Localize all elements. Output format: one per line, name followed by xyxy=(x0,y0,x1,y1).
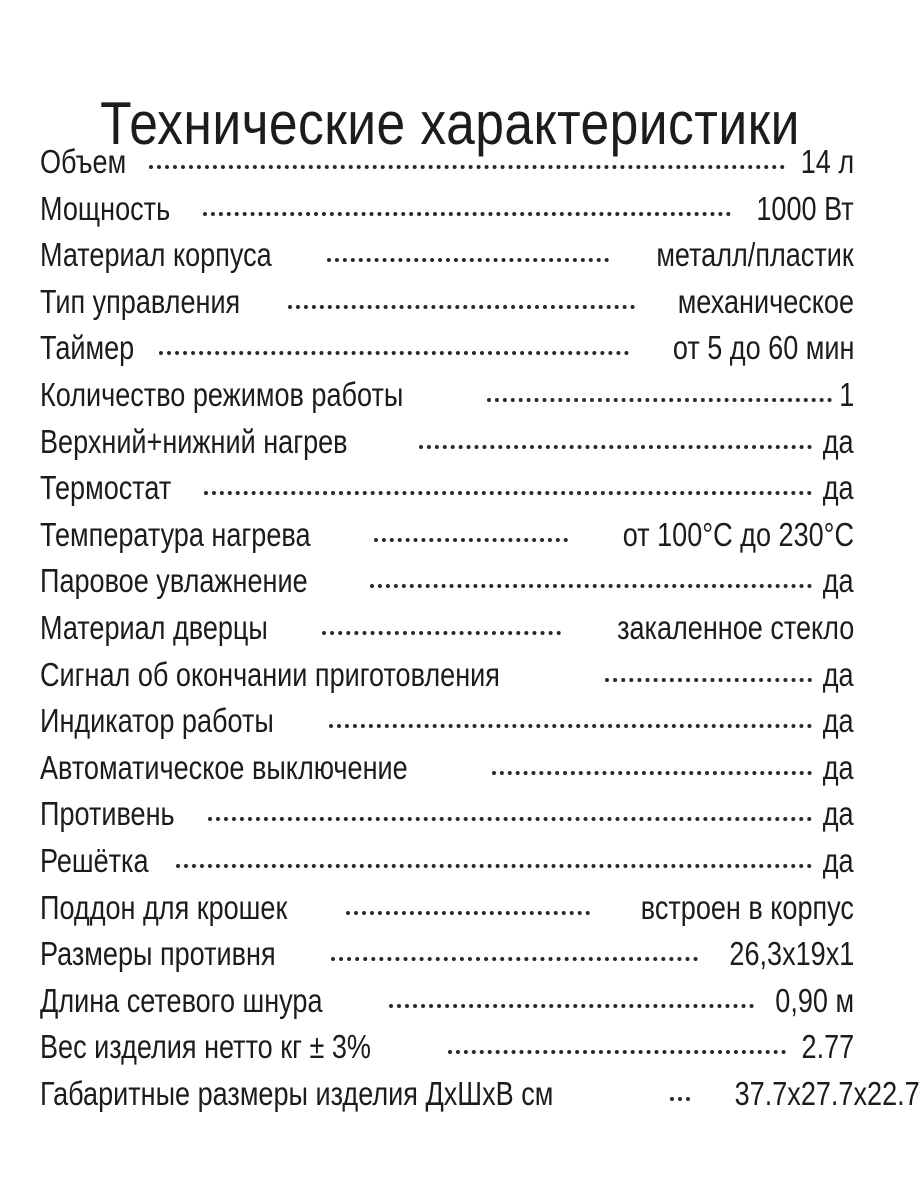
spec-value: да xyxy=(823,841,854,879)
dot-leader xyxy=(176,864,812,868)
spec-row xyxy=(40,325,854,372)
spec-row xyxy=(40,372,854,419)
spec-label: Поддон для крошек xyxy=(40,888,288,926)
spec-row xyxy=(40,1024,854,1071)
spec-label: Материал дверцы xyxy=(40,608,268,646)
spec-label: Противень xyxy=(40,795,175,833)
dot-leader xyxy=(374,538,568,542)
spec-value: 2.77 xyxy=(801,1028,854,1066)
dot-leader xyxy=(670,1097,690,1101)
spec-row xyxy=(40,931,854,978)
spec-label: Паровое увлажнение xyxy=(40,562,308,600)
spec-value: 26,3х19х1 xyxy=(729,935,854,973)
spec-row xyxy=(40,605,854,652)
spec-row xyxy=(40,512,854,559)
spec-value: да xyxy=(823,422,854,460)
dot-leader xyxy=(327,258,610,262)
dot-leader xyxy=(149,165,785,169)
spec-value: от 100°С до 230°С xyxy=(622,515,854,553)
spec-value: металл/пластик xyxy=(656,236,854,274)
spec-label: Мощность xyxy=(40,189,171,227)
spec-value: 1000 Вт xyxy=(756,189,854,227)
spec-label: Температура нагрева xyxy=(40,515,311,553)
spec-row xyxy=(40,465,854,512)
spec-label: Индикатор работы xyxy=(40,702,274,740)
spec-value: 0,90 м xyxy=(775,981,854,1019)
spec-row xyxy=(40,558,854,605)
spec-row xyxy=(40,139,854,186)
dot-leader xyxy=(329,724,812,728)
spec-list xyxy=(40,139,920,1117)
spec-value: встроен в корпус xyxy=(640,888,854,926)
dot-leader xyxy=(419,445,812,449)
spec-value: да xyxy=(823,562,854,600)
dot-leader xyxy=(487,398,832,402)
dot-leader xyxy=(448,1050,786,1054)
spec-label: Сигнал об окончании приготовления xyxy=(40,655,500,693)
spec-value: 1 xyxy=(838,375,854,413)
spec-label: Размеры противня xyxy=(40,935,276,973)
spec-value: да xyxy=(823,795,854,833)
spec-label: Таймер xyxy=(40,329,135,367)
spec-value: 14 л xyxy=(800,143,854,180)
dot-leader xyxy=(389,1004,754,1008)
spec-label: Решётка xyxy=(40,841,149,879)
spec-label: Объем xyxy=(40,143,127,180)
spec-row xyxy=(40,419,854,466)
spec-label: Количество режимов работы xyxy=(40,375,404,413)
spec-label: Длина сетевого шнура xyxy=(40,981,323,1019)
spec-row xyxy=(40,186,854,233)
spec-row xyxy=(40,745,854,792)
spec-label: Термостат xyxy=(40,469,172,507)
spec-row xyxy=(40,698,854,745)
spec-label: Вес изделия нетто кг ± 3% xyxy=(40,1028,371,1066)
spec-value: механическое xyxy=(677,282,854,320)
dot-leader xyxy=(203,212,732,216)
dot-leader xyxy=(492,771,812,775)
spec-value: да xyxy=(823,702,854,740)
spec-value: да xyxy=(823,748,854,786)
dot-leader xyxy=(346,911,590,915)
dot-leader xyxy=(204,491,812,495)
dot-leader xyxy=(322,631,561,635)
spec-value: да xyxy=(823,469,854,507)
spec-label: Материал корпуса xyxy=(40,236,272,274)
spec-label: Автоматическое выключение xyxy=(40,748,408,786)
spec-row xyxy=(40,1071,920,1118)
spec-value: закаленное стекло xyxy=(616,608,854,646)
spec-label: Тип управления xyxy=(40,282,241,320)
dot-leader xyxy=(159,351,629,355)
dot-leader xyxy=(605,678,813,682)
spec-row xyxy=(40,978,854,1025)
spec-value: 37.7х27.7х22.7 xyxy=(734,1074,920,1112)
spec-label: Верхний+нижний нагрев xyxy=(40,422,348,460)
spec-row xyxy=(40,791,854,838)
spec-value: да xyxy=(823,655,854,693)
page-title: Технические характеристики xyxy=(100,90,800,158)
spec-row xyxy=(40,838,854,885)
dot-leader xyxy=(370,584,812,588)
spec-row xyxy=(40,885,854,932)
spec-label: Габаритные размеры изделия ДхШхВ см xyxy=(40,1074,554,1112)
dot-leader xyxy=(288,305,635,309)
spec-row xyxy=(40,652,854,699)
dot-leader xyxy=(331,957,697,961)
spec-row xyxy=(40,279,854,326)
spec-row xyxy=(40,232,854,279)
dot-leader xyxy=(208,817,812,821)
spec-value: от 5 до 60 мин xyxy=(672,329,854,367)
